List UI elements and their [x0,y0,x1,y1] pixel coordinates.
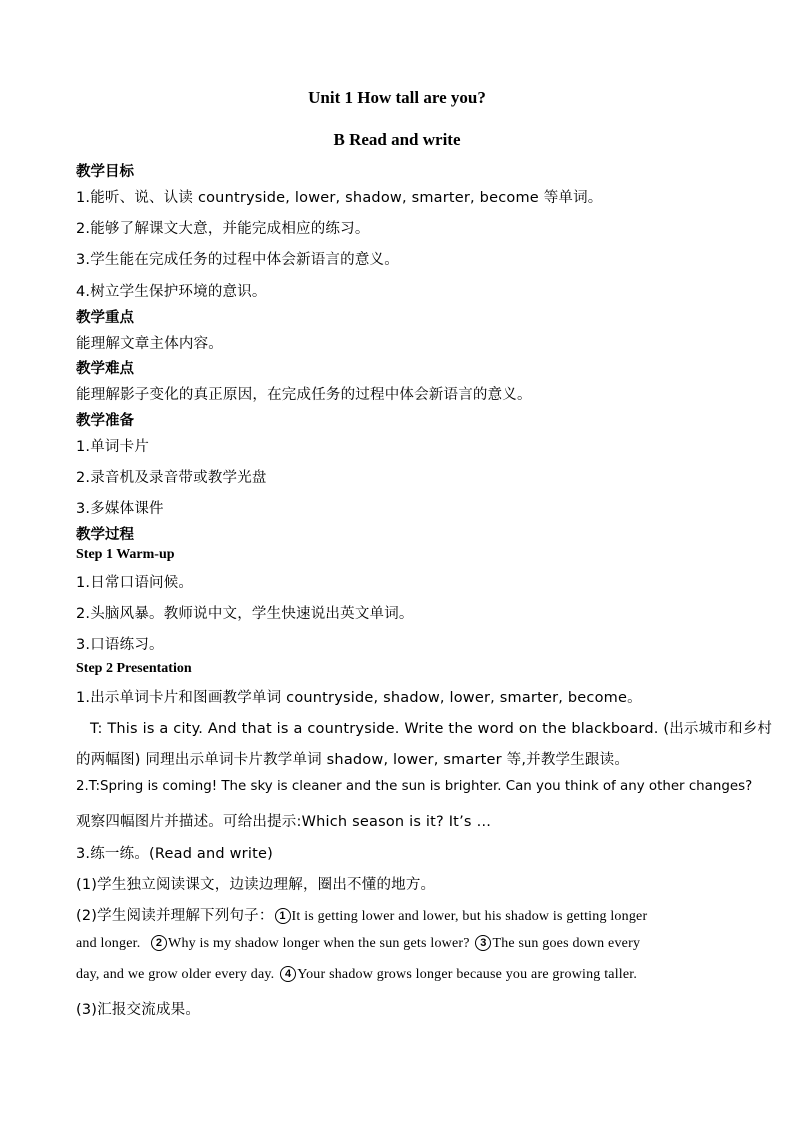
objective-item: 4.树立学生保护环境的意识。 [76,284,267,300]
step2-title: Step 2 Presentation [76,661,192,676]
step2-sentence-line [76,904,647,925]
sentence-text: day, and we grow older every day. [76,967,275,982]
difficulties-heading: 教学难点 [76,361,134,377]
circled-number-icon: 3 [475,935,491,951]
preparation-item: 1.单词卡片 [76,439,150,455]
sentence-text: Why is my shadow longer when the sun gets lower? [168,936,470,951]
sentence-text: It is getting lower and lower, but his shadow is getting longer [291,909,648,924]
step2-line: 1.出示单词卡片和图画教学单词 countryside, shadow, lower, smarter, become。 [76,690,642,706]
objective-item: 2.能够了解课文大意，并能完成相应的练习。 [76,221,370,237]
sentence-text: The sun goes down every [492,936,641,951]
step2-line: 2.T:Spring is coming! The sky is cleaner and the sun is brighter. Can you think of any other changes? [76,779,753,794]
step1-item: 2.头脑风暴。教师说中文，学生快速说出英文单词。 [76,606,414,622]
step2-line: 观察四幅图片并描述。可给出提示:Which season is it? It’s … [76,814,492,830]
preparation-item: 3.多媒体课件 [76,501,164,517]
step2-sentence-line [76,935,640,952]
page-subtitle: B Read and write [333,130,461,149]
step2-line: T: This is a city. And that is a countryside. Write the word on the blackboard. (出示城市和乡村 [90,721,773,737]
difficulties-text: 能理解影子变化的真正原因，在完成任务的过程中体会新语言的意义。 [76,387,532,403]
objectives-heading: 教学目标 [76,164,134,180]
preparation-item: 2.录音机及录音带或教学光盘 [76,470,267,486]
key-points-heading: 教学重点 [76,310,134,326]
step2-sentence-line [76,966,637,983]
step1-item: 3.口语练习。 [76,637,164,653]
circled-number-icon: 1 [275,908,291,924]
preparation-heading: 教学准备 [76,413,134,429]
key-points-text: 能理解文章主体内容。 [76,336,223,352]
circled-number-icon: 4 [280,966,296,982]
sentence-text: and longer. [76,936,141,951]
step2-line: 3.练一练。(Read and write) [76,846,273,862]
step2-line: 的两幅图) 同理出示单词卡片教学单词 shadow, lower, smarter 等,并教学生跟读。 [76,752,630,768]
page-title: Unit 1 How tall are you? [308,88,486,107]
circled-number-icon: 2 [151,935,167,951]
step2-line: (3)汇报交流成果。 [76,1002,201,1018]
step1-item: 1.日常口语问候。 [76,575,194,591]
objective-item: 3.学生能在完成任务的过程中体会新语言的意义。 [76,252,399,268]
objective-item: 1.能听、说、认读 countryside, lower, shadow, smarter, become 等单词。 [76,190,603,206]
step2-line: (1)学生独立阅读课文，边读边理解，圈出不懂的地方。 [76,877,436,893]
step1-title: Step 1 Warm-up [76,547,175,562]
process-heading: 教学过程 [76,527,134,543]
sentence-prefix: (2)学生阅读并理解下列句子： [76,908,274,924]
sentence-text: Your shadow grows longer because you are growing taller. [297,967,638,982]
